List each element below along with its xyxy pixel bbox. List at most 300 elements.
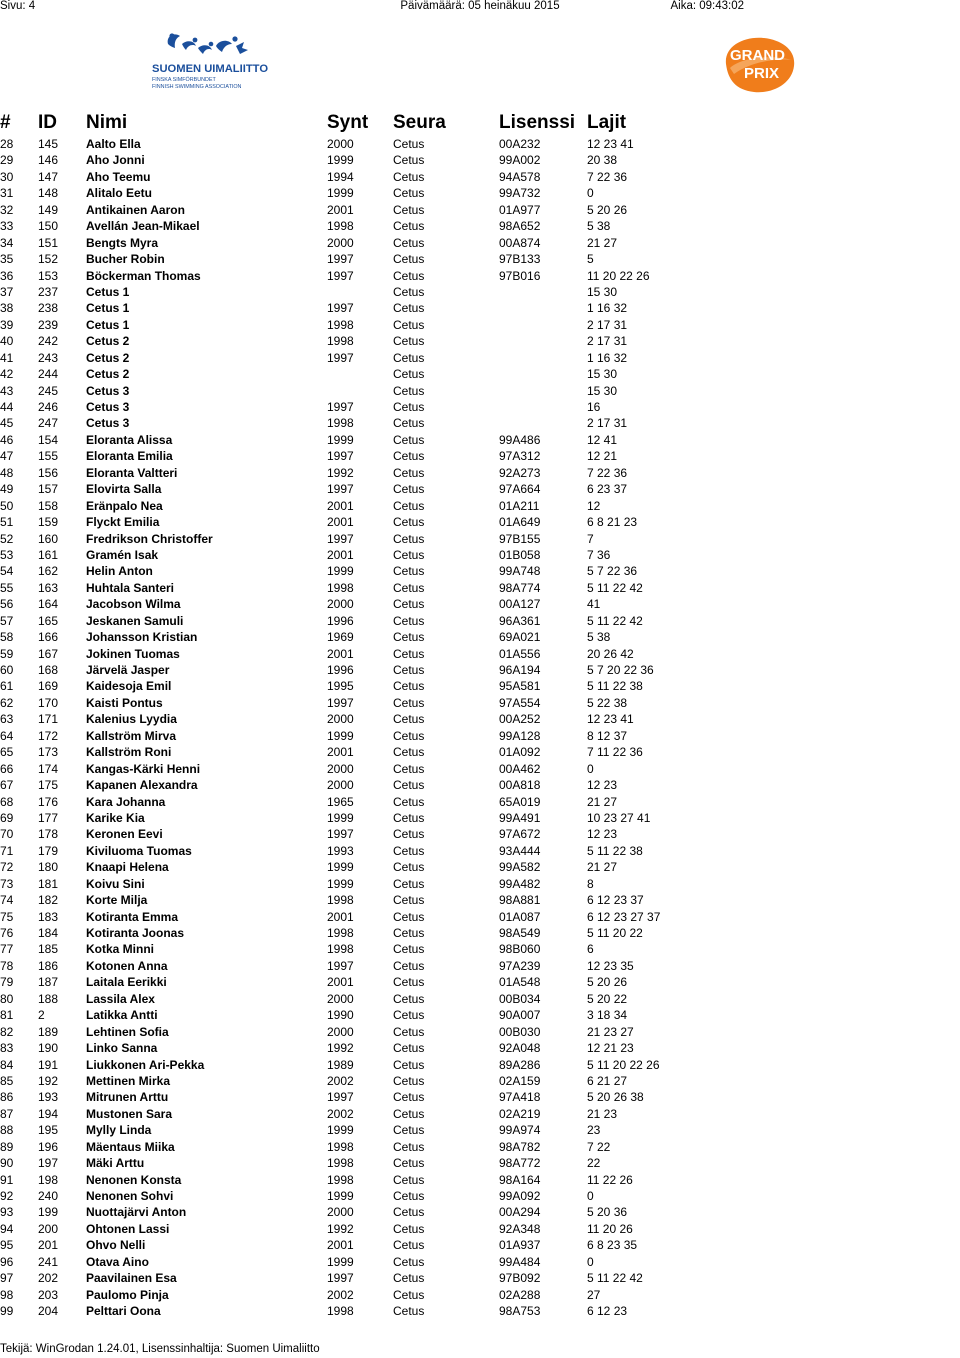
cell-license: 01A977 bbox=[499, 202, 541, 217]
table-row bbox=[0, 892, 960, 908]
cell-club: Cetus bbox=[393, 547, 425, 562]
cell-license: 97B155 bbox=[499, 531, 541, 546]
cell-events: 21 27 bbox=[587, 794, 618, 809]
cell-license: 99A486 bbox=[499, 432, 541, 447]
cell-club: Cetus bbox=[393, 498, 425, 513]
cell-id: 158 bbox=[38, 498, 59, 513]
cell-birth-year: 2001 bbox=[327, 498, 354, 513]
cell-events: 12 23 41 bbox=[587, 712, 634, 727]
cell-license: 00A818 bbox=[499, 778, 541, 793]
table-row bbox=[0, 1057, 960, 1073]
cell-name: Lassila Alex bbox=[86, 991, 155, 1006]
cell-name: Cetus 1 bbox=[86, 284, 130, 299]
cell-club: Cetus bbox=[393, 465, 425, 480]
cell-index: 34 bbox=[0, 235, 14, 250]
cell-events: 12 23 35 bbox=[587, 958, 634, 973]
cell-id: 148 bbox=[38, 186, 59, 201]
cell-id: 238 bbox=[38, 301, 59, 316]
cell-index: 73 bbox=[0, 876, 14, 891]
cell-events: 12 21 bbox=[587, 449, 618, 464]
cell-events: 7 bbox=[587, 531, 594, 546]
cell-id: 169 bbox=[38, 679, 59, 694]
cell-index: 94 bbox=[0, 1221, 14, 1236]
table-row bbox=[0, 958, 960, 974]
cell-club: Cetus bbox=[393, 761, 425, 776]
cell-birth-year: 2001 bbox=[327, 547, 354, 562]
cell-club: Cetus bbox=[393, 186, 425, 201]
cell-events: 6 12 23 bbox=[587, 1304, 628, 1319]
cell-id: 185 bbox=[38, 942, 59, 957]
cell-index: 66 bbox=[0, 761, 14, 776]
cell-index: 80 bbox=[0, 991, 14, 1006]
cell-index: 99 bbox=[0, 1304, 14, 1319]
cell-name: Aho Jonni bbox=[86, 153, 145, 168]
cell-events: 6 21 27 bbox=[587, 1073, 628, 1088]
cell-birth-year: 2002 bbox=[327, 1073, 354, 1088]
cell-index: 56 bbox=[0, 597, 14, 612]
cell-events: 7 11 22 36 bbox=[587, 745, 643, 760]
cell-license: 01A092 bbox=[499, 745, 541, 760]
cell-birth-year: 1999 bbox=[327, 432, 354, 447]
cell-name: Mäentaus Miika bbox=[86, 1139, 175, 1154]
cell-club: Cetus bbox=[393, 1189, 425, 1203]
cell-index: 78 bbox=[0, 958, 14, 973]
cell-name: Bucher Robin bbox=[86, 252, 165, 267]
cell-birth-year: 1998 bbox=[327, 1156, 354, 1171]
print-time: Aika: 09:43:02 bbox=[670, 0, 744, 12]
cell-events: 2 17 31 bbox=[587, 334, 628, 349]
cell-name: Cetus 2 bbox=[86, 367, 130, 382]
table-row bbox=[0, 925, 960, 941]
cell-index: 93 bbox=[0, 1205, 14, 1220]
cell-index: 88 bbox=[0, 1123, 14, 1138]
cell-birth-year: 1997 bbox=[327, 1271, 354, 1286]
table-row bbox=[0, 777, 960, 793]
cell-name: Huhtala Santeri bbox=[86, 580, 175, 595]
cell-name: Kiviluoma Tuomas bbox=[86, 843, 192, 858]
cell-index: 97 bbox=[0, 1271, 14, 1286]
table-row bbox=[0, 152, 960, 168]
cell-club: Cetus bbox=[393, 613, 425, 628]
cell-birth-year: 2000 bbox=[327, 235, 354, 250]
cell-id: 190 bbox=[38, 1041, 59, 1056]
cell-club: Cetus bbox=[393, 679, 425, 694]
cell-license: 97A664 bbox=[499, 482, 541, 497]
cell-index: 79 bbox=[0, 975, 14, 990]
cell-id: 202 bbox=[38, 1271, 59, 1286]
cell-name: Kotiranta Joonas bbox=[86, 926, 185, 940]
cell-id: 145 bbox=[38, 137, 59, 151]
cell-id: 155 bbox=[38, 449, 59, 464]
cell-name: Liukkonen Ari-Pekka bbox=[86, 1057, 205, 1072]
table-row bbox=[0, 1073, 960, 1089]
cell-club: Cetus bbox=[393, 860, 425, 875]
cell-name: Cetus 3 bbox=[86, 383, 130, 398]
cell-id: 151 bbox=[38, 235, 59, 250]
cell-id: 165 bbox=[38, 613, 59, 628]
cell-license: 94A578 bbox=[499, 169, 541, 184]
table-row bbox=[0, 169, 960, 185]
cell-events: 12 21 23 bbox=[587, 1041, 634, 1056]
cell-index: 90 bbox=[0, 1156, 14, 1171]
cell-id: 241 bbox=[38, 1254, 59, 1269]
table-row bbox=[0, 909, 960, 925]
cell-index: 62 bbox=[0, 695, 14, 710]
cell-events: 16 bbox=[587, 400, 601, 414]
cell-events: 20 26 42 bbox=[587, 646, 634, 661]
cell-index: 50 bbox=[0, 498, 14, 513]
cell-club: Cetus bbox=[393, 745, 425, 760]
cell-events: 1 16 32 bbox=[587, 301, 628, 316]
table-row bbox=[0, 1139, 960, 1155]
cell-events: 11 20 26 bbox=[587, 1221, 633, 1236]
table-row bbox=[0, 1204, 960, 1220]
table-row bbox=[0, 366, 960, 382]
cell-birth-year: 1997 bbox=[327, 482, 354, 497]
cell-club: Cetus bbox=[393, 219, 425, 234]
cell-club: Cetus bbox=[393, 646, 425, 661]
cell-index: 81 bbox=[0, 1008, 14, 1023]
cell-club: Cetus bbox=[393, 367, 425, 382]
cell-club: Cetus bbox=[393, 695, 425, 710]
cell-name: Fredrikson Christoffer bbox=[86, 531, 213, 546]
col-header-club: Seura bbox=[393, 112, 446, 133]
cell-club: Cetus bbox=[393, 449, 425, 464]
cell-id: 193 bbox=[38, 1090, 59, 1105]
cell-license: 01A548 bbox=[499, 975, 541, 990]
table-row bbox=[0, 448, 960, 464]
cell-club: Cetus bbox=[393, 909, 425, 924]
cell-birth-year: 1999 bbox=[327, 1254, 354, 1269]
table-row bbox=[0, 1122, 960, 1138]
cell-club: Cetus bbox=[393, 843, 425, 858]
cell-license: 02A159 bbox=[499, 1073, 541, 1088]
cell-events: 7 36 bbox=[587, 547, 611, 562]
cell-id: 2 bbox=[38, 1008, 45, 1023]
cell-index: 91 bbox=[0, 1172, 14, 1187]
prix-text: PRIX bbox=[744, 65, 780, 82]
cell-birth-year: 1997 bbox=[327, 958, 354, 973]
cell-club: Cetus bbox=[393, 810, 425, 825]
cell-events: 5 20 22 bbox=[587, 991, 628, 1006]
cell-id: 173 bbox=[38, 745, 59, 760]
cell-club: Cetus bbox=[393, 1123, 425, 1138]
cell-name: Otava Aino bbox=[86, 1254, 149, 1269]
cell-name: Kotka Minni bbox=[86, 942, 154, 957]
cell-name: Cetus 3 bbox=[86, 416, 130, 431]
cell-name: Cetus 1 bbox=[86, 317, 130, 332]
cell-events: 7 22 bbox=[587, 1139, 611, 1154]
print-date: Päivämäärä: 05 heinäkuu 2015 bbox=[400, 0, 560, 12]
cell-index: 86 bbox=[0, 1090, 14, 1105]
cell-license: 99A732 bbox=[499, 186, 541, 201]
table-row bbox=[0, 991, 960, 1007]
cell-index: 70 bbox=[0, 827, 14, 842]
table-row bbox=[0, 1024, 960, 1040]
cell-license: 92A273 bbox=[499, 465, 541, 480]
cell-club: Cetus bbox=[393, 1172, 425, 1187]
cell-index: 49 bbox=[0, 482, 14, 497]
cell-birth-year: 1997 bbox=[327, 252, 354, 267]
cell-name: Gramén Isak bbox=[86, 547, 159, 562]
cell-name: Johansson Kristian bbox=[86, 630, 198, 645]
cell-id: 177 bbox=[38, 810, 59, 825]
cell-name: Laitala Eerikki bbox=[86, 975, 167, 990]
table-row bbox=[0, 744, 960, 760]
cell-index: 51 bbox=[0, 515, 14, 530]
cell-club: Cetus bbox=[393, 580, 425, 595]
cell-events: 5 20 26 bbox=[587, 975, 628, 990]
cell-license: 99A002 bbox=[499, 153, 541, 168]
cell-events: 5 7 22 36 bbox=[587, 564, 638, 579]
cell-club: Cetus bbox=[393, 317, 425, 332]
cell-club: Cetus bbox=[393, 334, 425, 349]
table-row bbox=[0, 284, 960, 300]
cell-name: Kotiranta Emma bbox=[86, 909, 179, 924]
cell-club: Cetus bbox=[393, 137, 425, 151]
cell-index: 82 bbox=[0, 1024, 14, 1039]
table-row bbox=[0, 399, 960, 415]
cell-name: Paulomo Pinja bbox=[86, 1287, 169, 1302]
cell-birth-year: 2000 bbox=[327, 778, 354, 793]
cell-id: 184 bbox=[38, 926, 59, 940]
cell-events: 5 20 26 bbox=[587, 202, 628, 217]
cell-name: Flyckt Emilia bbox=[86, 515, 160, 530]
cell-events: 5 11 20 22 26 bbox=[587, 1057, 660, 1072]
cell-club: Cetus bbox=[393, 712, 425, 727]
cell-license: 96A194 bbox=[499, 663, 541, 677]
cell-index: 33 bbox=[0, 219, 14, 234]
cell-index: 75 bbox=[0, 909, 14, 924]
cell-club: Cetus bbox=[393, 301, 425, 316]
cell-id: 197 bbox=[38, 1156, 59, 1171]
cell-club: Cetus bbox=[393, 1205, 425, 1220]
cell-id: 204 bbox=[38, 1304, 59, 1319]
col-header-events: Lajit bbox=[587, 112, 627, 133]
cell-events: 5 38 bbox=[587, 630, 611, 645]
cell-birth-year: 1999 bbox=[327, 810, 354, 825]
cell-license: 95A581 bbox=[499, 679, 541, 694]
cell-events: 27 bbox=[587, 1287, 601, 1302]
table-row bbox=[0, 1221, 960, 1237]
cell-name: Kotonen Anna bbox=[86, 958, 168, 973]
cell-name: Aalto Ella bbox=[86, 137, 141, 151]
table-row bbox=[0, 826, 960, 842]
cell-id: 171 bbox=[38, 712, 59, 727]
cell-index: 39 bbox=[0, 317, 14, 332]
col-header-birth-year: Synt bbox=[327, 112, 369, 133]
table-row bbox=[0, 794, 960, 810]
cell-license: 00A252 bbox=[499, 712, 541, 727]
entries-table bbox=[0, 136, 960, 1320]
cell-name: Cetus 2 bbox=[86, 334, 130, 349]
cell-id: 242 bbox=[38, 334, 59, 349]
table-row bbox=[0, 136, 960, 152]
cell-club: Cetus bbox=[393, 252, 425, 267]
cell-id: 181 bbox=[38, 876, 59, 891]
table-row bbox=[0, 251, 960, 267]
table-row bbox=[0, 1155, 960, 1171]
table-row bbox=[0, 415, 960, 431]
cell-club: Cetus bbox=[393, 876, 425, 891]
cell-id: 149 bbox=[38, 202, 59, 217]
cell-license: 99A748 bbox=[499, 564, 541, 579]
logo-text-line1: SUOMEN UIMALIITTO bbox=[152, 63, 269, 75]
cell-birth-year: 2001 bbox=[327, 1238, 354, 1253]
cell-club: Cetus bbox=[393, 1024, 425, 1039]
cell-events: 41 bbox=[587, 597, 601, 612]
cell-birth-year: 1990 bbox=[327, 1008, 354, 1023]
cell-birth-year: 2002 bbox=[327, 1287, 354, 1302]
cell-index: 28 bbox=[0, 137, 14, 151]
cell-birth-year: 2000 bbox=[327, 761, 354, 776]
cell-id: 192 bbox=[38, 1073, 59, 1088]
cell-license: 01A937 bbox=[499, 1238, 541, 1253]
cell-events: 2 17 31 bbox=[587, 317, 628, 332]
cell-id: 179 bbox=[38, 843, 59, 858]
cell-index: 72 bbox=[0, 860, 14, 875]
cell-club: Cetus bbox=[393, 1156, 425, 1171]
cell-name: Eränpalo Nea bbox=[86, 498, 163, 513]
cell-name: Kapanen Alexandra bbox=[86, 778, 198, 793]
cell-events: 5 11 22 42 bbox=[587, 580, 643, 595]
cell-index: 92 bbox=[0, 1189, 14, 1203]
table-row bbox=[0, 465, 960, 481]
cell-birth-year: 1998 bbox=[327, 926, 354, 940]
cell-name: Eloranta Alissa bbox=[86, 432, 173, 447]
cell-index: 42 bbox=[0, 367, 14, 382]
cell-events: 1 16 32 bbox=[587, 350, 628, 365]
cell-license: 00A127 bbox=[499, 597, 541, 612]
cell-license: 01B058 bbox=[499, 547, 541, 562]
cell-club: Cetus bbox=[393, 663, 425, 677]
cell-birth-year: 2000 bbox=[327, 597, 354, 612]
cell-name: Ohtonen Lassi bbox=[86, 1221, 170, 1236]
cell-events: 0 bbox=[587, 1254, 594, 1269]
cell-events: 15 30 bbox=[587, 284, 618, 299]
cell-license: 92A348 bbox=[499, 1221, 541, 1236]
cell-birth-year: 1997 bbox=[327, 301, 354, 316]
table-row bbox=[0, 432, 960, 448]
cell-license: 99A491 bbox=[499, 810, 541, 825]
col-header-index: # bbox=[0, 112, 11, 133]
cell-club: Cetus bbox=[393, 1139, 425, 1154]
cell-name: Eloranta Emilia bbox=[86, 449, 173, 464]
cell-birth-year: 1993 bbox=[327, 843, 354, 858]
cell-club: Cetus bbox=[393, 284, 425, 299]
cell-index: 35 bbox=[0, 252, 14, 267]
cell-license: 01A211 bbox=[499, 498, 540, 513]
cell-name: Mettinen Mirka bbox=[86, 1073, 171, 1088]
cell-birth-year: 1998 bbox=[327, 334, 354, 349]
cell-index: 67 bbox=[0, 778, 14, 793]
cell-license: 98A881 bbox=[499, 893, 541, 908]
table-row bbox=[0, 563, 960, 579]
table-row bbox=[0, 974, 960, 990]
cell-index: 74 bbox=[0, 893, 14, 908]
cell-birth-year: 1999 bbox=[327, 1189, 354, 1203]
cell-id: 161 bbox=[38, 547, 59, 562]
cell-birth-year: 1998 bbox=[327, 893, 354, 908]
cell-id: 168 bbox=[38, 663, 59, 677]
cell-events: 6 23 37 bbox=[587, 482, 628, 497]
cell-club: Cetus bbox=[393, 1057, 425, 1072]
cell-club: Cetus bbox=[393, 268, 425, 283]
grand-text: GRAND bbox=[730, 47, 785, 64]
table-row bbox=[0, 1270, 960, 1286]
cell-birth-year: 1999 bbox=[327, 564, 354, 579]
cell-events: 22 bbox=[587, 1156, 601, 1171]
cell-name: Kallström Roni bbox=[86, 745, 172, 760]
cell-index: 77 bbox=[0, 942, 14, 957]
cell-name: Linko Sanna bbox=[86, 1041, 158, 1056]
cell-index: 63 bbox=[0, 712, 14, 727]
cell-birth-year: 1999 bbox=[327, 153, 354, 168]
cell-birth-year: 1998 bbox=[327, 416, 354, 431]
cell-birth-year: 1999 bbox=[327, 876, 354, 891]
cell-name: Keronen Eevi bbox=[86, 827, 163, 842]
table-row bbox=[0, 1089, 960, 1105]
cell-events: 2 17 31 bbox=[587, 416, 628, 431]
cell-name: Elovirta Salla bbox=[86, 482, 162, 497]
cell-events: 6 bbox=[587, 942, 594, 957]
table-row bbox=[0, 646, 960, 662]
cell-name: Ohvo Nelli bbox=[86, 1238, 146, 1253]
cell-name: Mäki Arttu bbox=[86, 1156, 145, 1171]
cell-events: 5 11 22 38 bbox=[587, 679, 643, 694]
cell-club: Cetus bbox=[393, 1073, 425, 1088]
cell-index: 45 bbox=[0, 416, 14, 431]
cell-birth-year: 1997 bbox=[327, 827, 354, 842]
cell-birth-year: 2002 bbox=[327, 1106, 354, 1121]
cell-name: Cetus 3 bbox=[86, 400, 130, 414]
cell-birth-year: 1997 bbox=[327, 449, 354, 464]
cell-events: 21 23 27 bbox=[587, 1024, 634, 1039]
cell-club: Cetus bbox=[393, 794, 425, 809]
cell-id: 240 bbox=[38, 1189, 59, 1203]
table-row bbox=[0, 810, 960, 826]
cell-id: 146 bbox=[38, 153, 59, 168]
table-header bbox=[0, 112, 960, 136]
cell-id: 246 bbox=[38, 400, 59, 414]
cell-club: Cetus bbox=[393, 1238, 425, 1253]
cell-birth-year: 1999 bbox=[327, 860, 354, 875]
cell-birth-year: 1998 bbox=[327, 1139, 354, 1154]
cell-index: 30 bbox=[0, 169, 14, 184]
cell-name: Korte Milja bbox=[86, 893, 148, 908]
table-row bbox=[0, 268, 960, 284]
cell-club: Cetus bbox=[393, 926, 425, 940]
cell-events: 0 bbox=[587, 186, 594, 201]
cell-birth-year: 2000 bbox=[327, 1205, 354, 1220]
cell-index: 38 bbox=[0, 301, 14, 316]
cell-name: Nenonen Konsta bbox=[86, 1172, 182, 1187]
cell-id: 244 bbox=[38, 367, 59, 382]
cell-license: 98A772 bbox=[499, 1156, 541, 1171]
cell-events: 5 38 bbox=[587, 219, 611, 234]
cell-id: 199 bbox=[38, 1205, 59, 1220]
cell-birth-year: 1998 bbox=[327, 1172, 354, 1187]
cell-name: Koivu Sini bbox=[86, 876, 145, 891]
cell-id: 239 bbox=[38, 317, 59, 332]
cell-id: 164 bbox=[38, 597, 59, 612]
cell-license: 99A092 bbox=[499, 1189, 541, 1203]
table-row bbox=[0, 235, 960, 251]
cell-license: 99A974 bbox=[499, 1123, 541, 1138]
cell-license: 92A048 bbox=[499, 1041, 541, 1056]
cell-index: 48 bbox=[0, 465, 14, 480]
cell-events: 10 23 27 41 bbox=[587, 810, 651, 825]
